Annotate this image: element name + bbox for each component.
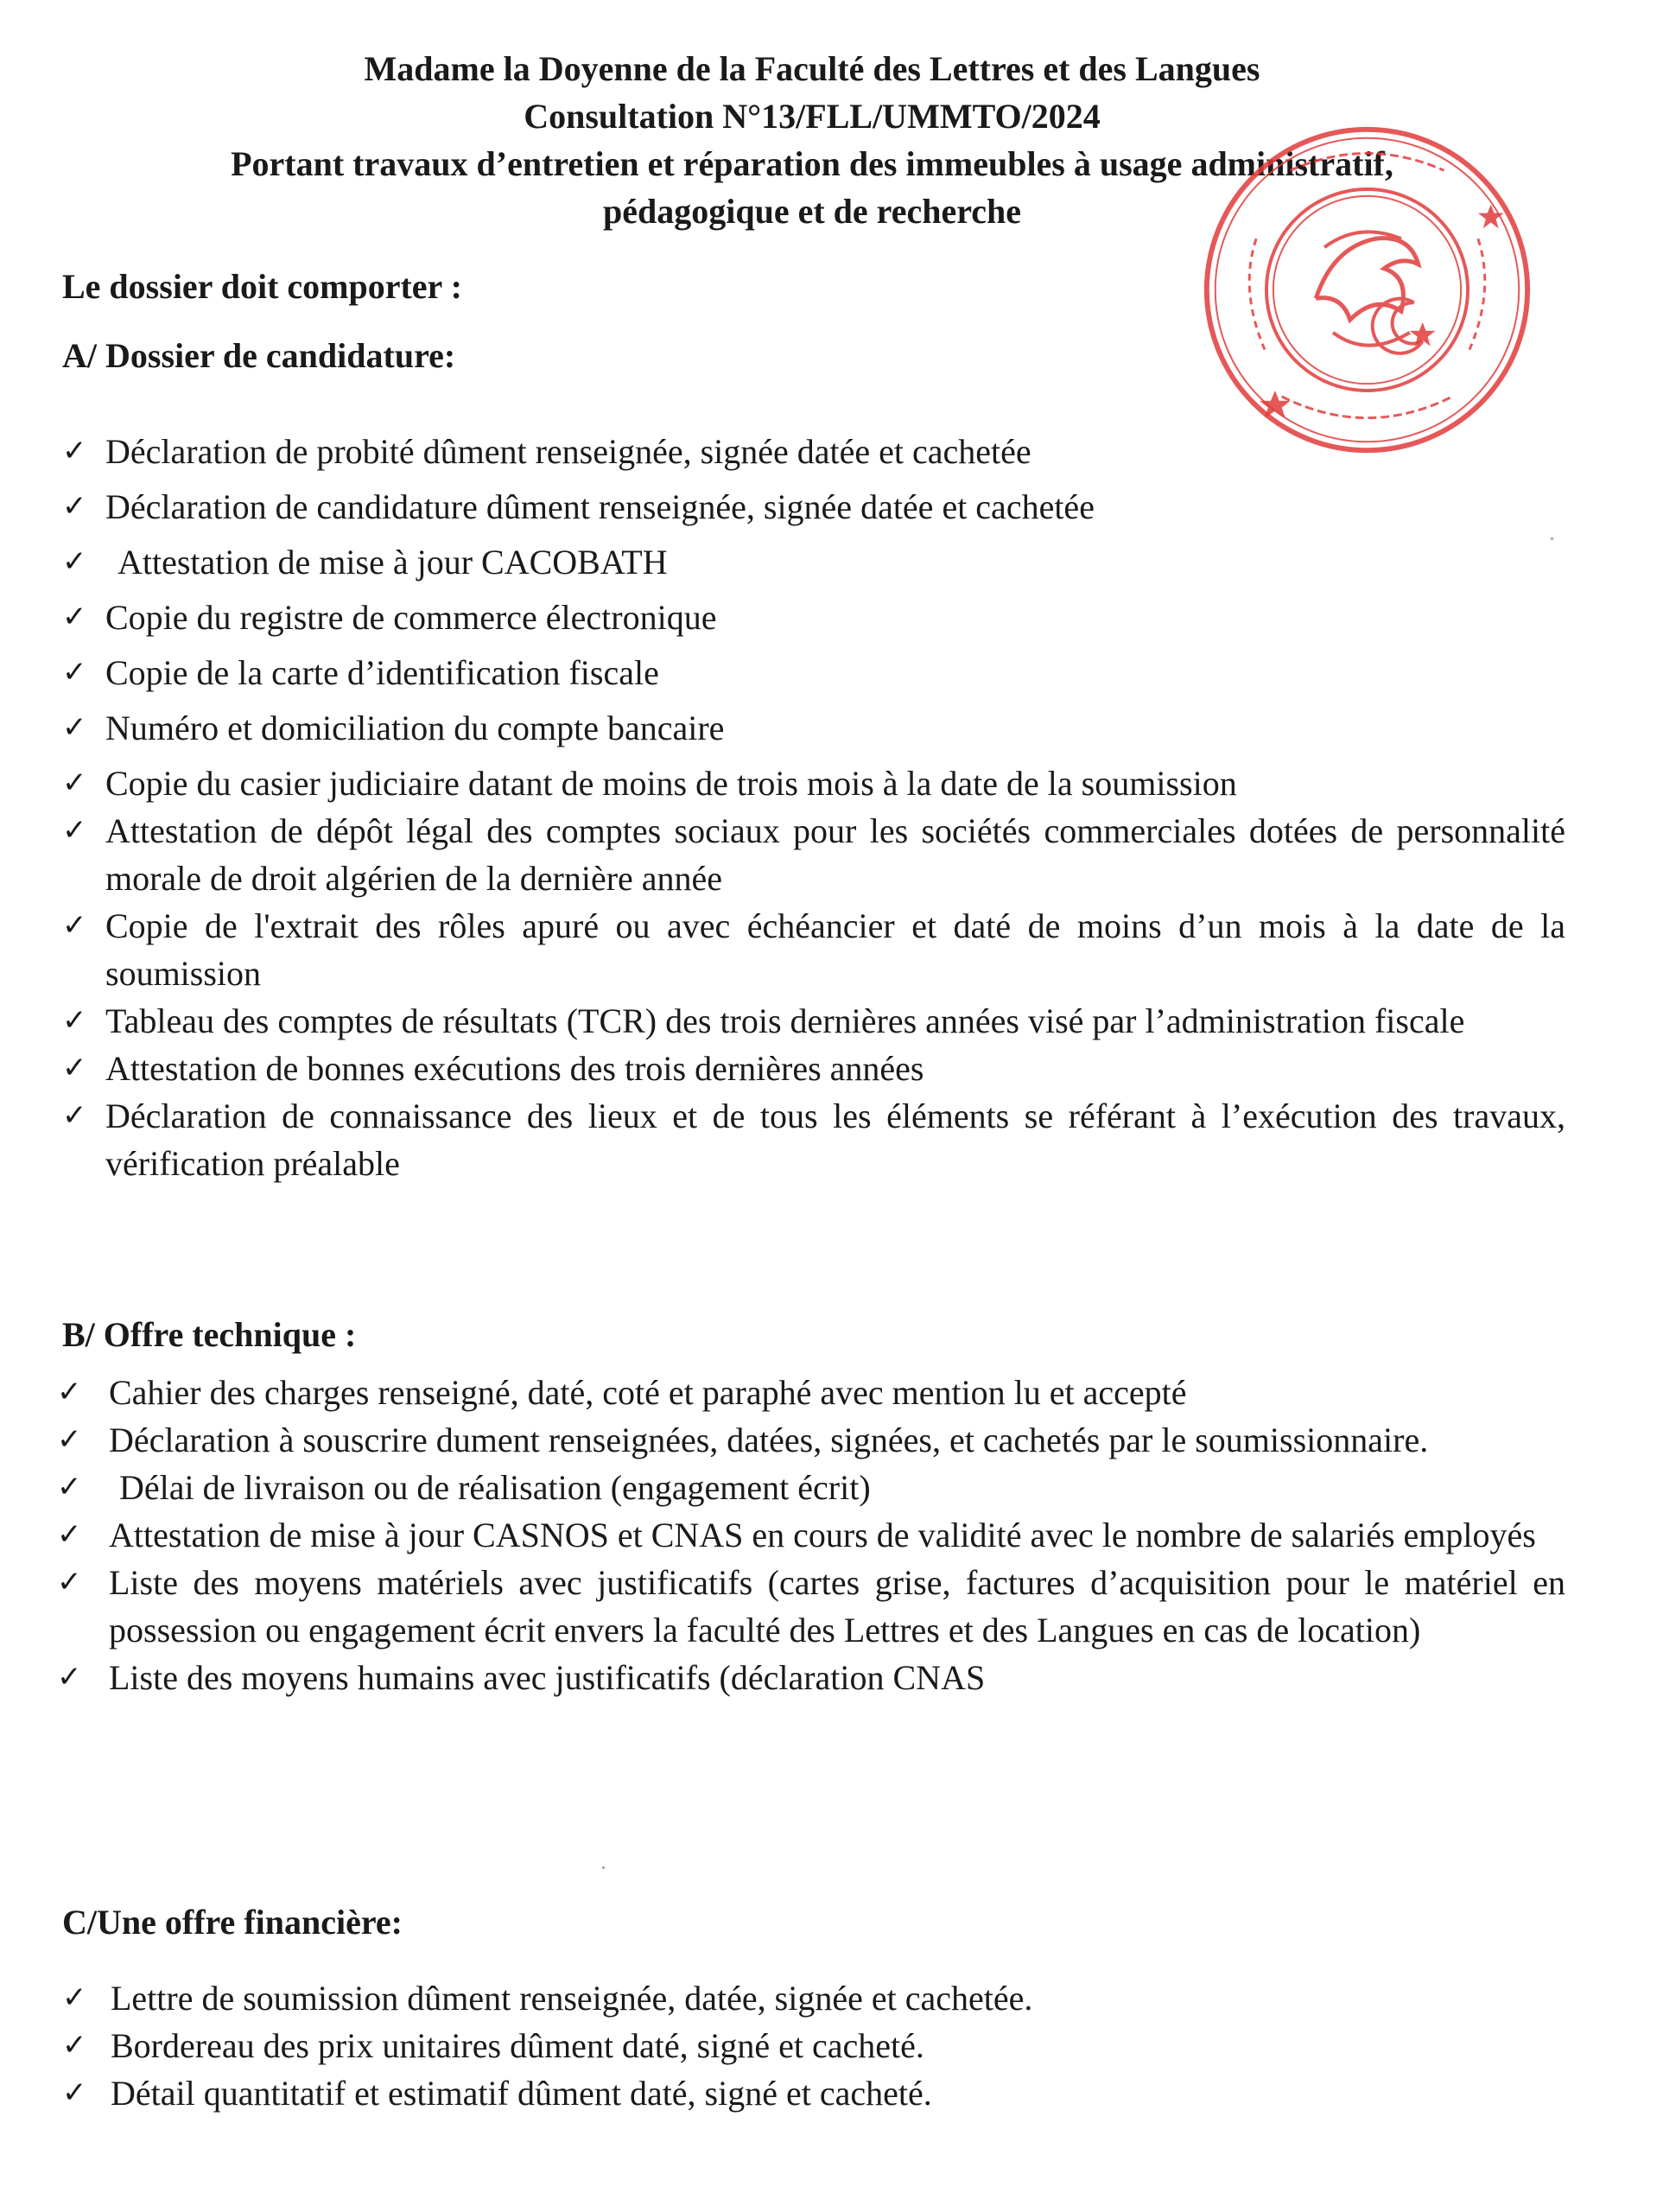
intro-label: Le dossier doit comporter : <box>62 267 462 306</box>
list-item: ✓ Attestation de dépôt légal des comptes sociaux pour les sociétés commerciales dotées de personnalité morale de droit algérien de la dernière année <box>62 807 1565 902</box>
checkmark-icon: ✓ <box>62 1980 87 2015</box>
list-item: ✓ Copie de l'extrait des rôles apuré ou avec échéancier et daté de moins d’un mois à la date de la soumission <box>62 902 1565 997</box>
checkmark-icon: ✓ <box>62 600 87 634</box>
list-item: ✓ Déclaration de connaissance des lieux et de tous les éléments se référant à l’exécution des travaux, vérification préalable <box>62 1092 1565 1187</box>
official-seal-icon <box>1196 119 1538 461</box>
checkmark-icon: ✓ <box>62 908 87 943</box>
list-item: ✓ Liste des moyens matériels avec justificatifs (cartes grise, factures d’acquisition pour le matériel en possession ou engagement écrit envers la faculté des Lettres et des Langues en cas de location) <box>57 1559 1565 1654</box>
list-item: ✓ Attestation de bonnes exécutions des trois dernières années <box>62 1045 1565 1092</box>
checkmark-icon: ✓ <box>57 1470 82 1504</box>
list-item: ✓ Déclaration de candidature dûment renseignée, signée datée et cachetée <box>62 483 1565 531</box>
list-item: ✓ Copie du registre de commerce électronique <box>62 594 1565 641</box>
list-item: ✓ Lettre de soumission dûment renseignée, datée, signée et cachetée. <box>62 1974 1565 2022</box>
list-item: ✓ Déclaration de probité dûment renseignée, signée datée et cachetée <box>62 428 1565 475</box>
checkmark-icon: ✓ <box>62 1051 87 1085</box>
header-consultation-number: Consultation N°13/FLL/UMMTO/2024 <box>524 97 1101 136</box>
header-addressee: Madame la Doyenne de la Faculté des Lettres et des Langues <box>364 49 1260 88</box>
checkmark-icon: ✓ <box>57 1375 82 1409</box>
checkmark-icon: ✓ <box>62 1098 87 1133</box>
list-item: ✓ Attestation de mise à jour CASNOS et CNAS en cours de validité avec le nombre de salariés employés <box>57 1511 1565 1559</box>
checkmark-icon: ✓ <box>62 655 87 690</box>
list-item: ✓ Détail quantitatif et estimatif dûment daté, signé et cacheté. <box>62 2069 1565 2117</box>
list-item: ✓ Déclaration à souscrire dument renseignées, datées, signées, et cachetés par le soumissionnaire. <box>57 1416 1565 1464</box>
checkmark-icon: ✓ <box>62 813 87 848</box>
list-item: ✓ Bordereau des prix unitaires dûment daté, signé et cacheté. <box>62 2022 1565 2069</box>
section-b-title: B/ Offre technique : <box>62 1315 357 1354</box>
checkmark-icon: ✓ <box>57 1660 82 1694</box>
header-subject-line2: pédagogique et de recherche <box>602 192 1021 231</box>
list-item: ✓ Copie de la carte d’identification fiscale <box>62 649 1565 696</box>
list-item: ✓ Copie du casier judiciaire datant de moins de trois mois à la date de la soumission <box>62 760 1565 807</box>
list-item: ✓ Délai de livraison ou de réalisation (engagement écrit) <box>57 1464 1565 1511</box>
checkmark-icon: ✓ <box>62 434 87 468</box>
checkmark-icon: ✓ <box>62 489 87 524</box>
list-item: ✓ Liste des moyens humains avec justificatifs (déclaration CNAS <box>57 1654 1565 1701</box>
scan-speck <box>602 1866 605 1869</box>
checkmark-icon: ✓ <box>57 1422 82 1457</box>
section-a-list <box>62 428 1565 1187</box>
header-subject-line1: Portant travaux d’entretien et réparation des immeubles à usage administratif, <box>231 144 1393 183</box>
scan-speck <box>1551 537 1553 540</box>
checkmark-icon: ✓ <box>62 1003 87 1038</box>
checkmark-icon: ✓ <box>62 2075 87 2110</box>
list-item: ✓ Attestation de mise à jour CACOBATH <box>62 538 1565 586</box>
checkmark-icon: ✓ <box>62 766 87 800</box>
list-item: ✓ Tableau des comptes de résultats (TCR) des trois dernières années visé par l’administration fiscale <box>62 997 1565 1045</box>
section-b-list <box>57 1369 1565 1701</box>
section-c-list <box>62 1974 1565 2117</box>
checkmark-icon: ✓ <box>57 1565 82 1599</box>
checkmark-icon: ✓ <box>62 544 87 579</box>
list-item: ✓ Cahier des charges renseigné, daté, coté et paraphé avec mention lu et accepté <box>57 1369 1565 1416</box>
section-c-title: C/Une offre financière: <box>62 1903 403 1942</box>
checkmark-icon: ✓ <box>62 710 87 745</box>
checkmark-icon: ✓ <box>57 1517 82 1552</box>
checkmark-icon: ✓ <box>62 2028 87 2063</box>
list-item: ✓ Numéro et domiciliation du compte bancaire <box>62 704 1565 752</box>
section-a-title: A/ Dossier de candidature: <box>62 336 456 375</box>
